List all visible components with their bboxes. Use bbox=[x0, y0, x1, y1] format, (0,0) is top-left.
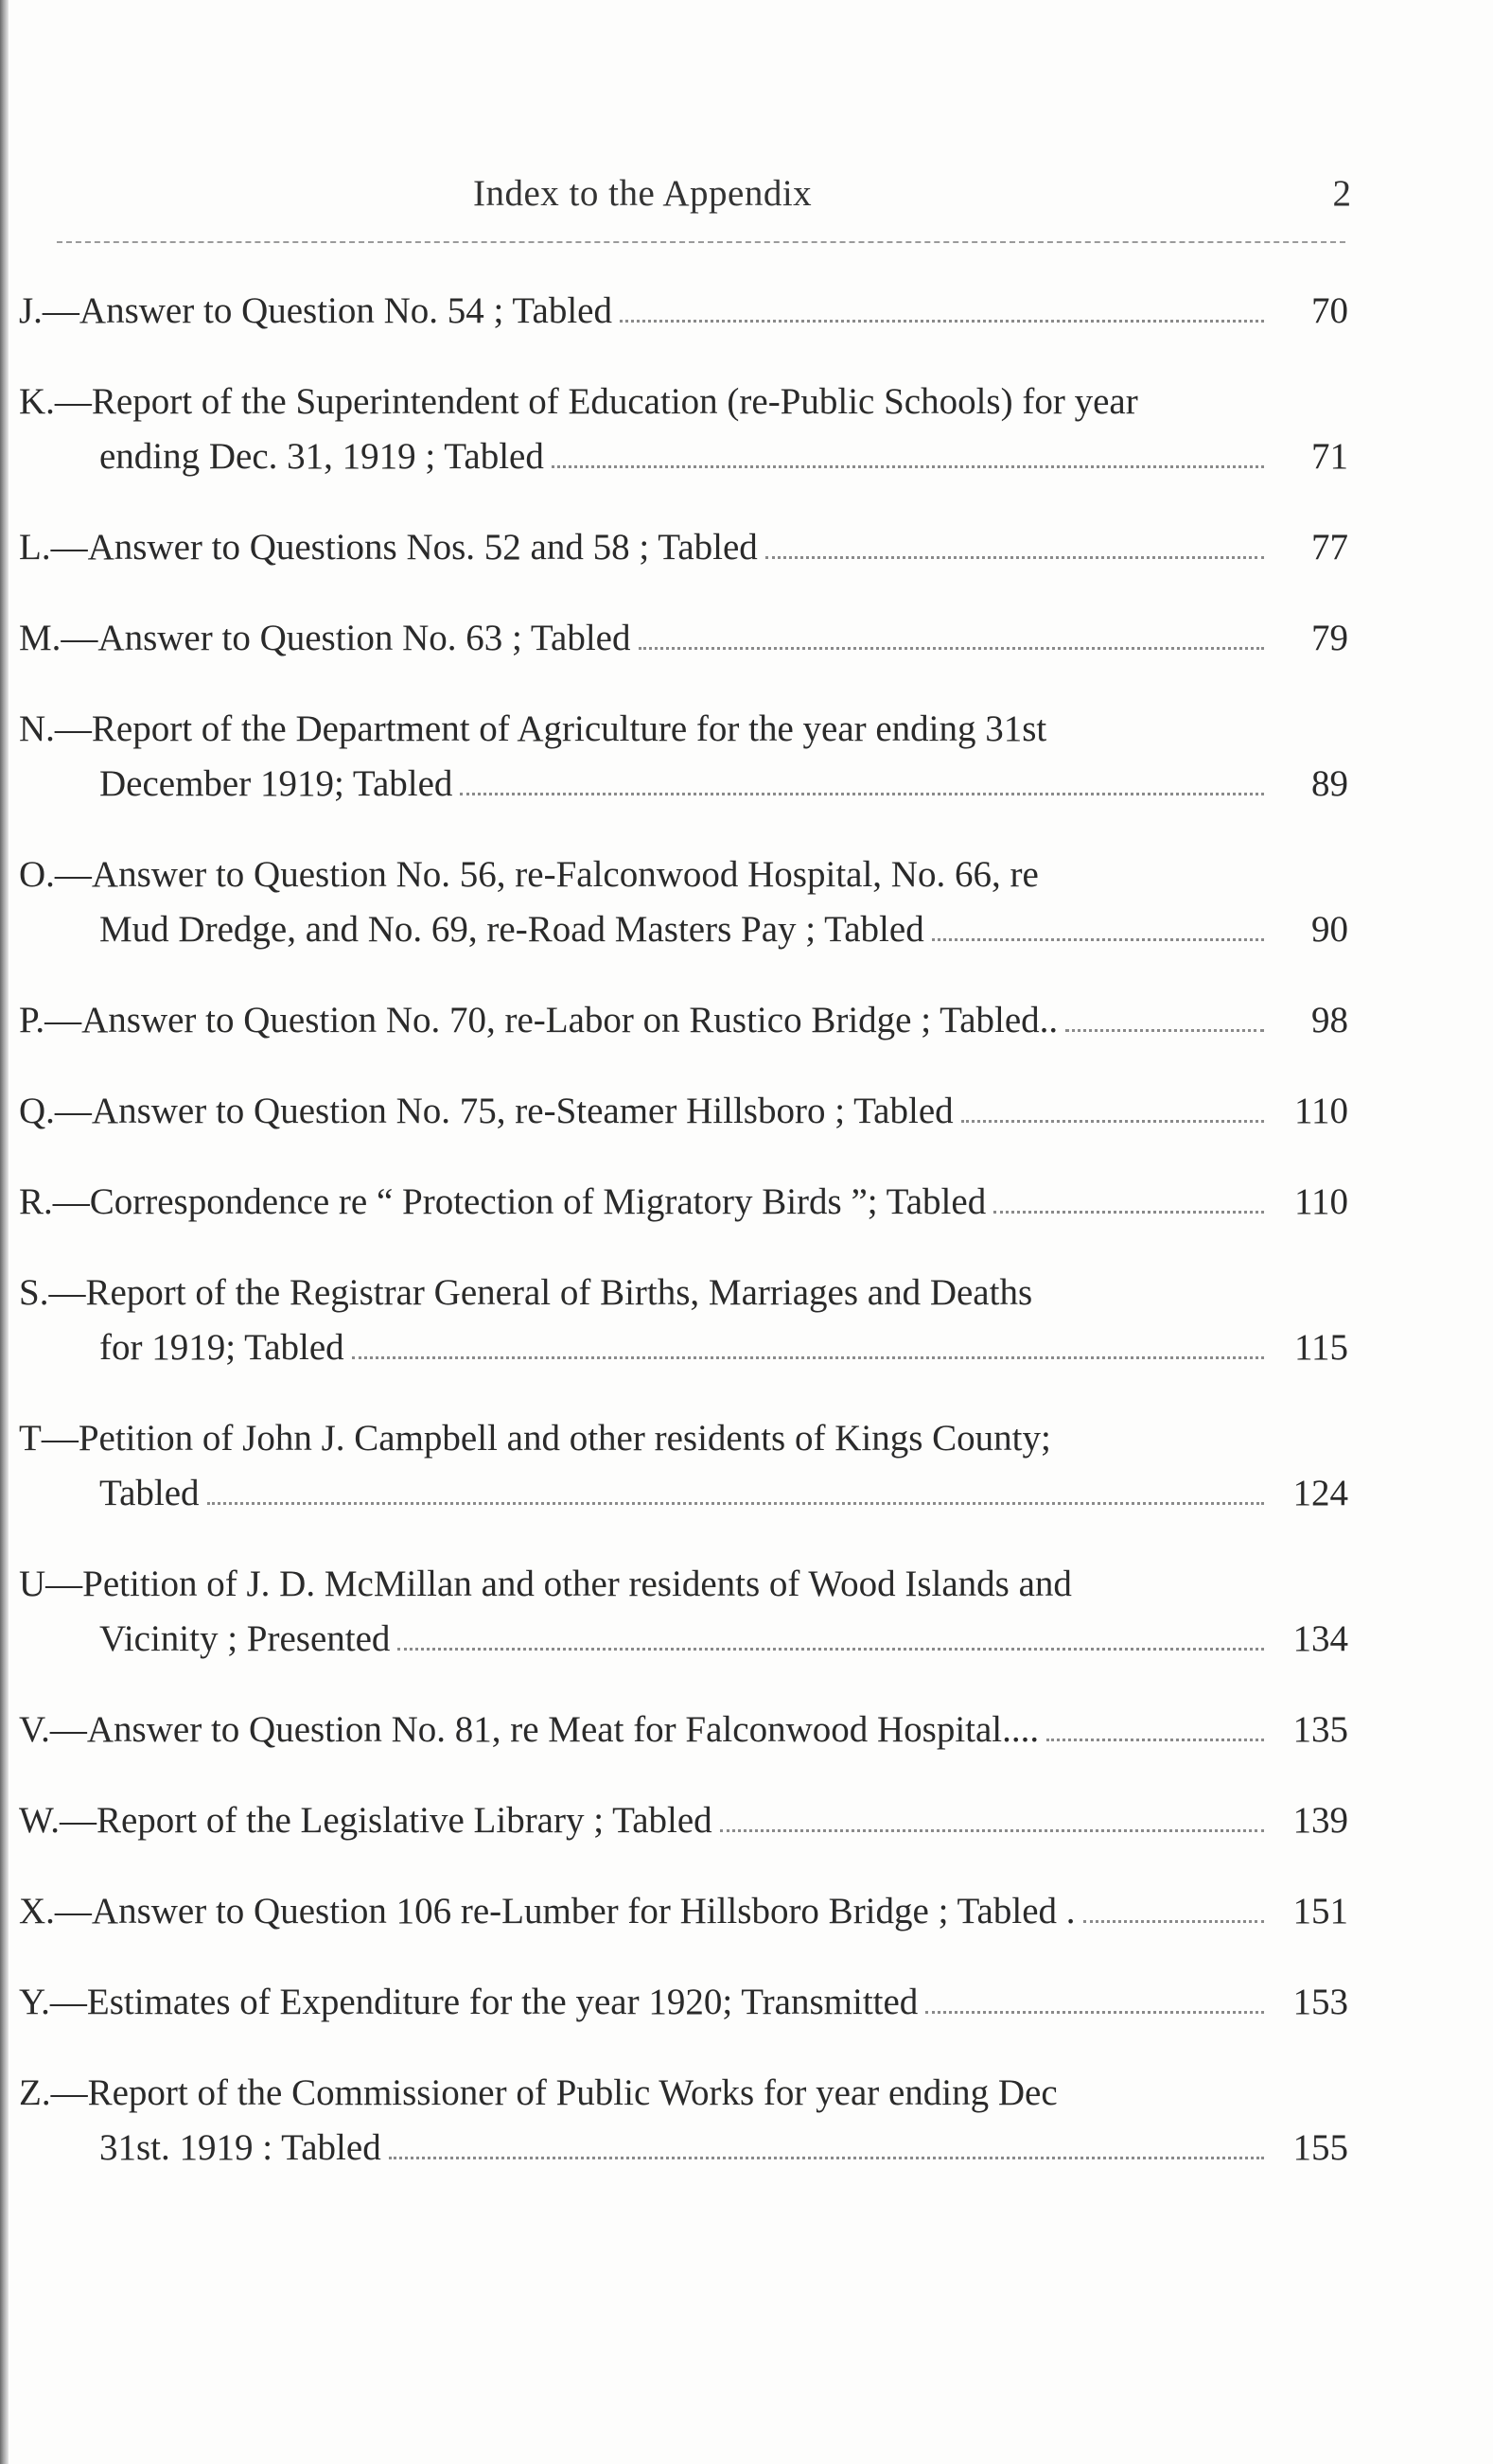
entry-text: U—Petition of J. D. McMillan and other residents of Wood Islands and bbox=[19, 1564, 1072, 1604]
dot-leader bbox=[993, 1211, 1264, 1214]
entry-text: December 1919; Tabled bbox=[99, 763, 453, 804]
entry-text: Vicinity ; Presented bbox=[99, 1618, 391, 1659]
dot-leader bbox=[620, 320, 1264, 323]
entry-line bbox=[19, 611, 1348, 666]
entry-line bbox=[19, 2121, 1348, 2176]
entry-page-number: 77 bbox=[1311, 527, 1348, 568]
dot-leader bbox=[961, 1120, 1264, 1123]
page-number: 2 bbox=[1332, 173, 1351, 214]
index-entry bbox=[19, 1084, 1348, 1139]
page-title: Index to the Appendix bbox=[473, 173, 813, 214]
entry-page-number: 98 bbox=[1311, 1000, 1348, 1040]
index-entry bbox=[19, 1703, 1348, 1757]
index-entry bbox=[19, 611, 1348, 666]
entry-page-number: 134 bbox=[1292, 1618, 1348, 1659]
entry-page-number: 155 bbox=[1292, 2127, 1348, 2168]
entry-line bbox=[19, 1557, 1348, 1612]
entry-line bbox=[19, 1793, 1348, 1848]
entry-text: O.—Answer to Question No. 56, re-Falconwood Hospital, No. 66, re bbox=[19, 854, 1039, 895]
index-entry bbox=[19, 2066, 1348, 2176]
entry-text: Mud Dredge, and No. 69, re-Road Masters Pay ; Tabled bbox=[99, 909, 924, 950]
dot-leader bbox=[1083, 1920, 1264, 1923]
entry-text: Q.—Answer to Question No. 75, re-Steamer Hillsboro ; Tabled bbox=[19, 1091, 954, 1131]
index-entry bbox=[19, 993, 1348, 1048]
index-entry bbox=[19, 1266, 1348, 1375]
index-entry bbox=[19, 1411, 1348, 1521]
entry-line bbox=[19, 1266, 1348, 1320]
index-entry bbox=[19, 284, 1348, 339]
index-entry bbox=[19, 520, 1348, 575]
entry-line bbox=[19, 2066, 1348, 2121]
entry-text: for 1919; Tabled bbox=[99, 1327, 344, 1368]
entry-text: P.—Answer to Question No. 70, re-Labor on Rustico Bridge ; Tabled.. bbox=[19, 1000, 1059, 1040]
entry-page-number: 124 bbox=[1292, 1473, 1348, 1513]
entry-page-number: 135 bbox=[1292, 1709, 1348, 1750]
dot-leader bbox=[389, 2157, 1264, 2159]
entry-line bbox=[19, 702, 1348, 757]
entry-page-number: 153 bbox=[1292, 1982, 1348, 2022]
entry-page-number: 110 bbox=[1293, 1181, 1348, 1222]
entry-line bbox=[19, 902, 1348, 957]
entry-line bbox=[19, 1084, 1348, 1139]
entry-page-number: 151 bbox=[1292, 1891, 1348, 1931]
index-entry bbox=[19, 1557, 1348, 1667]
dot-leader bbox=[925, 2011, 1264, 2014]
index-entries bbox=[19, 284, 1348, 2211]
entry-text: N.—Report of the Department of Agriculture for the year ending 31st bbox=[19, 708, 1047, 749]
entry-page-number: 71 bbox=[1311, 436, 1348, 477]
entry-line bbox=[19, 1975, 1348, 2030]
index-entry bbox=[19, 848, 1348, 957]
dot-leader bbox=[207, 1502, 1264, 1505]
dot-leader bbox=[639, 647, 1265, 650]
entry-text: Z.—Report of the Commissioner of Public Works for year ending Dec bbox=[19, 2072, 1058, 2113]
entry-text: X.—Answer to Question 106 re-Lumber for Hillsboro Bridge ; Tabled . bbox=[19, 1891, 1076, 1931]
entry-line bbox=[19, 1612, 1348, 1667]
entry-text: Y.—Estimates of Expenditure for the year 1920; Transmitted bbox=[19, 1982, 919, 2022]
header-divider bbox=[57, 241, 1345, 243]
dot-leader bbox=[352, 1356, 1264, 1359]
entry-line bbox=[19, 520, 1348, 575]
entry-text: ending Dec. 31, 1919 ; Tabled bbox=[99, 436, 544, 477]
entry-text: T—Petition of John J. Campbell and other residents of Kings County; bbox=[19, 1418, 1051, 1459]
entry-text: V.—Answer to Question No. 81, re Meat for Falconwood Hospital.... bbox=[19, 1709, 1040, 1750]
entry-text: R.—Correspondence re “ Protection of Migratory Birds ”; Tabled bbox=[19, 1181, 987, 1222]
entry-line bbox=[19, 1320, 1348, 1375]
entry-line bbox=[19, 1411, 1348, 1466]
dot-leader bbox=[552, 465, 1264, 468]
entry-text: L.—Answer to Questions Nos. 52 and 58 ; Tabled bbox=[19, 527, 758, 568]
entry-line bbox=[19, 1175, 1348, 1230]
entry-text: Tabled bbox=[99, 1473, 200, 1513]
dot-leader bbox=[765, 556, 1264, 559]
entry-line bbox=[19, 284, 1348, 339]
index-entry bbox=[19, 1884, 1348, 1939]
entry-line bbox=[19, 375, 1348, 429]
entry-text: K.—Report of the Superintendent of Education (re-Public Schools) for year bbox=[19, 381, 1138, 422]
dot-leader bbox=[932, 938, 1264, 941]
entry-page-number: 89 bbox=[1311, 763, 1348, 804]
entry-text: W.—Report of the Legislative Library ; Tabled bbox=[19, 1800, 712, 1841]
index-entry bbox=[19, 702, 1348, 812]
dot-leader bbox=[397, 1648, 1264, 1651]
dot-leader bbox=[1065, 1029, 1264, 1032]
index-entry bbox=[19, 1175, 1348, 1230]
entry-text: M.—Answer to Question No. 63 ; Tabled bbox=[19, 618, 631, 658]
entry-line bbox=[19, 1703, 1348, 1757]
entry-line bbox=[19, 757, 1348, 812]
entry-line bbox=[19, 429, 1348, 484]
entry-line bbox=[19, 993, 1348, 1048]
entry-page-number: 90 bbox=[1311, 909, 1348, 950]
entry-text: J.—Answer to Question No. 54 ; Tabled bbox=[19, 290, 612, 331]
dot-leader bbox=[460, 793, 1264, 795]
entry-text: 31st. 1919 : Tabled bbox=[99, 2127, 381, 2168]
entry-line bbox=[19, 1466, 1348, 1521]
entry-text: S.—Report of the Registrar General of Births, Marriages and Deaths bbox=[19, 1272, 1033, 1313]
dot-leader bbox=[720, 1829, 1264, 1832]
book-spine-shadow bbox=[0, 0, 9, 2464]
entry-line bbox=[19, 1884, 1348, 1939]
entry-page-number: 115 bbox=[1293, 1327, 1348, 1368]
entry-line bbox=[19, 848, 1348, 902]
index-entry bbox=[19, 1975, 1348, 2030]
entry-page-number: 110 bbox=[1293, 1091, 1348, 1131]
entry-page-number: 79 bbox=[1311, 618, 1348, 658]
entry-page-number: 139 bbox=[1292, 1800, 1348, 1841]
dot-leader bbox=[1046, 1739, 1264, 1741]
index-entry bbox=[19, 1793, 1348, 1848]
entry-page-number: 70 bbox=[1311, 290, 1348, 331]
index-entry bbox=[19, 375, 1348, 484]
